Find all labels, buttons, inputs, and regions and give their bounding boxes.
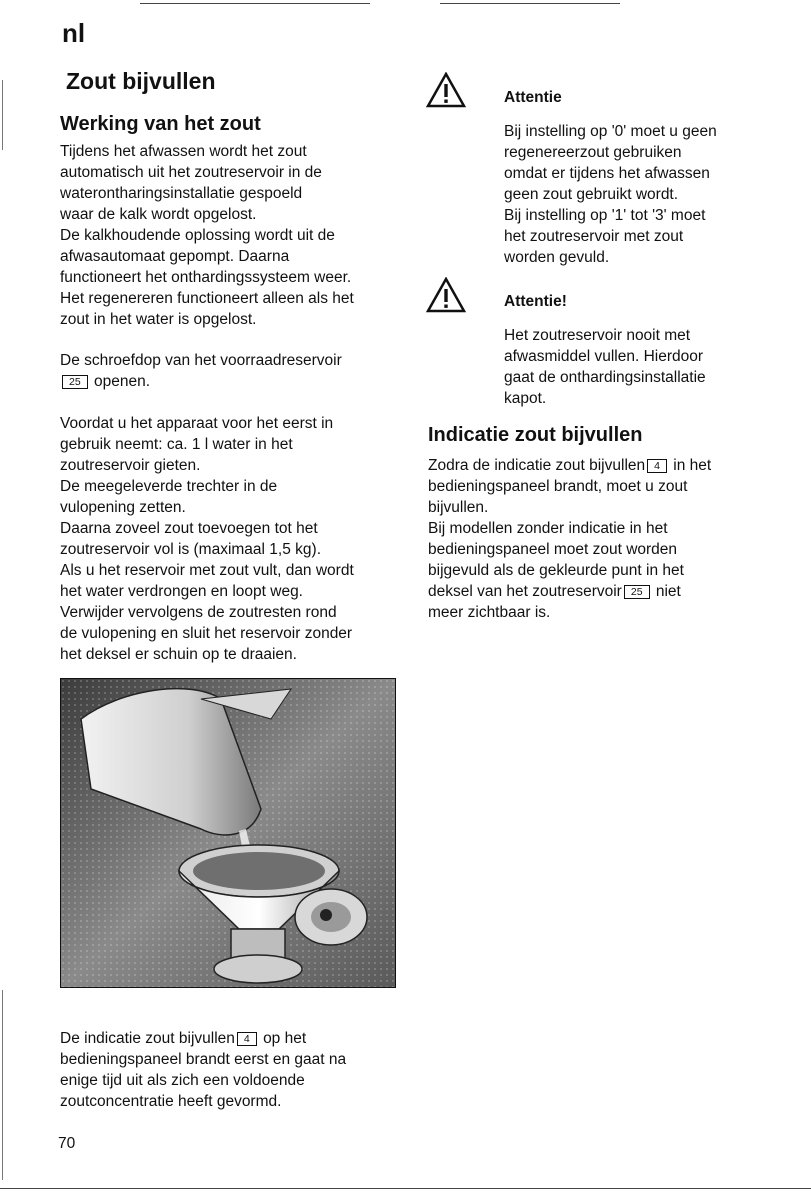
ind-ref-head: deksel van het zoutreservoir [428, 583, 622, 600]
text-line [60, 371, 400, 392]
text-line: De kalkhoudende oplossing wordt uit de [60, 227, 335, 244]
ind-line1-head: Zodra de indicatie zout bijvullen [428, 457, 646, 474]
text-line: Het regenereren functioneert alleen als het [60, 290, 354, 307]
caption-tail: op het [263, 1030, 307, 1047]
text-line: De meegeleverde trechter in de [60, 478, 278, 495]
text-line: gebruik neemt: ca. 1 l water in het [60, 436, 293, 453]
cap-tail: openen. [94, 373, 151, 390]
text-line: waar de kalk wordt opgelost. [60, 206, 257, 223]
text-line: kapot. [504, 390, 547, 407]
text-line: automatisch uit het zoutreservoir in de [60, 164, 322, 181]
text-line: Bij instelling op '1' tot '3' moet [504, 207, 706, 224]
text-line: bijgevuld als de gekleurde punt in het [428, 562, 684, 579]
attention-heading-2: Attentie! [504, 293, 567, 310]
text-line: zoutreservoir vol is (maximaal 1,5 kg). [60, 541, 321, 558]
text-line: geen zout gebruikt wordt. [504, 186, 679, 203]
caption-head: De indicatie zout bijvullen [60, 1030, 235, 1047]
text-line: waterontharingsinstallatie gespoeld [60, 185, 303, 202]
reference-box-25: 25 [624, 585, 650, 599]
text-line: afwasautomaat gepompt. Daarna [60, 248, 290, 265]
fill-instructions [60, 413, 405, 665]
text-line: regenereerzout gebruiken [504, 144, 682, 161]
werking-text [60, 141, 400, 330]
reference-box-25: 25 [62, 375, 88, 389]
text-line: het zoutreservoir met zout [504, 228, 684, 245]
text-line: meer zichtbaar is. [428, 604, 551, 621]
cap-instruction [60, 350, 400, 392]
top-rule [140, 3, 370, 4]
text-line: Het zoutreservoir nooit met [504, 327, 691, 344]
text-line: gaat de onthardingsinstallatie [504, 369, 706, 386]
text-line: bedieningspaneel moet zout worden [428, 541, 678, 558]
text-line: Daarna zoveel zout toevoegen tot het [60, 520, 318, 537]
text-line: het water verdrongen en loopt weg. [60, 583, 303, 600]
text-line: bijvullen. [428, 499, 489, 516]
text-line: omdat er tijdens het afwassen [504, 165, 710, 182]
text-line: Verwijder vervolgens de zoutresten rond [60, 604, 337, 621]
reference-box-4: 4 [647, 459, 667, 473]
text-line: zout in het water is opgelost. [60, 311, 257, 328]
text-line: vulopening zetten. [60, 499, 186, 516]
salt-funnel-illustration [61, 679, 395, 987]
text-line: Bij modellen zonder indicatie in het [428, 520, 668, 537]
text-line [428, 455, 808, 476]
section-heading-indicatie: Indicatie zout bijvullen [428, 424, 643, 446]
indicator-text [428, 455, 808, 623]
text-line: De schroefdop van het voorraadreservoir [60, 352, 342, 369]
text-line: Bij instelling op '0' moet u geen [504, 123, 717, 140]
text-line: Tijdens het afwassen wordt het zout [60, 143, 307, 160]
attention-text-2 [504, 325, 804, 409]
text-line: zoutconcentratie heeft gevormd. [60, 1093, 282, 1110]
text-line: afwasmiddel vullen. Hierdoor [504, 348, 704, 365]
left-margin-line [2, 80, 3, 150]
warning-icon [426, 72, 466, 108]
bottom-rule [0, 1188, 811, 1189]
section-heading-werking: Werking van het zout [60, 113, 261, 135]
text-line: Als u het reservoir met zout vult, dan wordt [60, 562, 354, 579]
photo-caption [60, 1028, 405, 1112]
salt-funnel-photo [60, 678, 396, 988]
text-line: worden gevuld. [504, 249, 610, 266]
text-line: zoutreservoir gieten. [60, 457, 201, 474]
page-number: 70 [58, 1135, 76, 1152]
ind-line1-tail: in het [673, 457, 712, 474]
page-title: Zout bijvullen [66, 68, 216, 94]
text-line: het deksel er schuin op te draaien. [60, 646, 297, 663]
attention-heading-1: Attentie [504, 89, 562, 106]
text-line: Voordat u het apparaat voor het eerst in [60, 415, 334, 432]
text-line: enige tijd uit als zich een voldoende [60, 1072, 305, 1089]
text-line: bedieningspaneel brandt, moet u zout [428, 478, 688, 495]
ind-ref-tail: niet [655, 583, 681, 600]
text-line [60, 1028, 405, 1049]
text-line [428, 581, 808, 602]
attention-text-1 [504, 121, 804, 268]
left-margin-line-2 [2, 990, 3, 1180]
text-line: functioneert het onthardingssysteem weer. [60, 269, 352, 286]
warning-icon [426, 277, 466, 313]
text-line: bedieningspaneel brandt eerst en gaat na [60, 1051, 347, 1068]
reference-box-4: 4 [237, 1032, 257, 1046]
top-rule-right [440, 3, 620, 4]
text-line: de vulopening en sluit het reservoir zonder [60, 625, 353, 642]
language-label: nl [62, 18, 86, 48]
